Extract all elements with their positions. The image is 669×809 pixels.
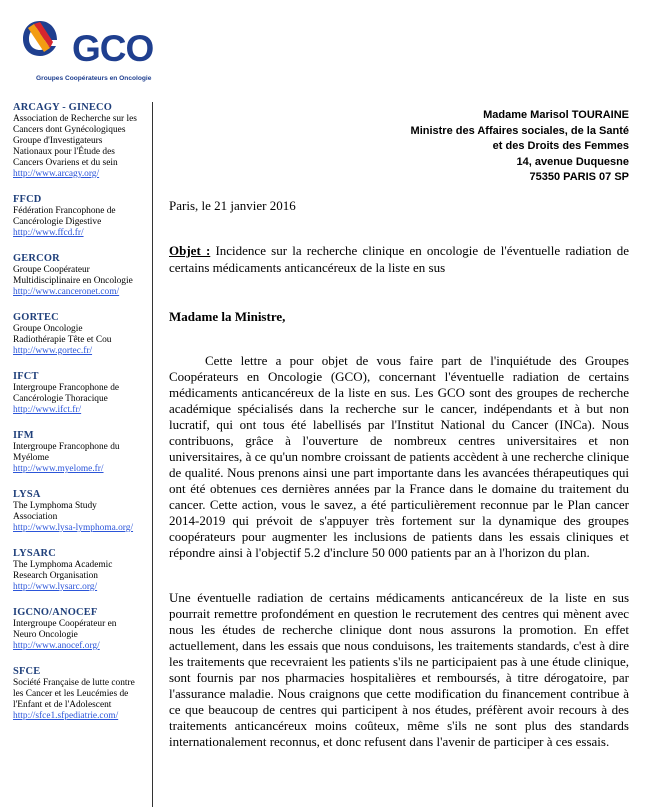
group-ffcd (13, 194, 137, 239)
group-gercor (13, 253, 137, 298)
group-description: Association de Recherche sur les Cancers dont Gynécologiques Groupe d'Investigateurs Nationaux pour l'Étude des Cancers Ovariens et du sein (13, 114, 137, 168)
letter-date: Paris, le 21 janvier 2016 (169, 198, 296, 213)
group-lysa (13, 489, 137, 534)
sidebar-groups (13, 102, 137, 807)
group-gortec (13, 312, 137, 357)
letter-paragraph-1: Cette lettre a pour objet de vous faire part de l'inquiétude des Groupes Coopérateurs en Oncologie (GCO), concernant l'éventuelle radiation de certains médicaments anticancéreux de la liste en sus. Les GCO sont des groupes de recherche académique spécialisés dans la recherche sur le cancer, indépendants et à but non lucratif, qui ont tous été labellisés par l'Institut National du Cancer (INCa). Nous contribuons, grâce à l'ouverture de nombreux centres universitaires et non universitaires, à ce qu'un nombre croissant de patients accèdent à une recherche clinique de qualité. Nous prenons ainsi une part importante dans les avancées thérapeutiques qui ont été obtenues ces dernières années par la France dans le domaine du traitement du cancer. Cette action, vous le savez, a été particulièrement reconnue par le Plan cancer 2014-2019 qui prévoit de s'appuyer très fortement sur la dynamique des groupes coopérateurs pour augmenter les inclusions de patients dans les essais cliniques et répondre ainsi à l'objectif 5.2 d'inclure 50 000 patients par an à l'horizon du plan. (169, 353, 629, 560)
group-title: SFCE (13, 666, 41, 677)
group-link[interactable]: http://www.arcagy.org/ (13, 169, 100, 179)
group-title: IFCT (13, 371, 39, 382)
group-description: The Lymphoma Academic Research Organisation (13, 560, 113, 581)
group-title: LYSA (13, 489, 41, 500)
recipient-name: Madame Marisol TOURAINE (483, 109, 629, 121)
gco-logo (18, 14, 154, 82)
group-title: FFCD (13, 194, 42, 205)
recipient-street: 14, avenue Duquesne (516, 155, 629, 168)
sidebar-divider (152, 102, 153, 807)
recipient-title-1: Ministre des Affaires sociales, de la Santé (410, 124, 629, 137)
recipient-title-2: et des Droits des Femmes (492, 140, 629, 152)
gco-emblem-icon (20, 18, 60, 62)
group-arcagy (13, 102, 137, 180)
group-link[interactable]: http://www.canceronet.com/ (13, 287, 120, 297)
recipient-address (411, 108, 629, 186)
letter-subject (169, 242, 629, 276)
group-description: Groupe Coopérateur Multidisciplinaire en Oncologie (13, 265, 133, 286)
group-link[interactable]: http://www.gortec.fr/ (13, 346, 93, 356)
group-title: ARCAGY - GINECO (13, 102, 113, 113)
letter-greeting: Madame la Ministre, (169, 309, 286, 324)
group-ifct (13, 371, 137, 416)
group-description: Intergroupe Francophone du Myélome (13, 442, 120, 463)
subject-label: Objet : (169, 243, 211, 258)
group-title: GORTEC (13, 312, 59, 323)
logo-text: GCO (72, 28, 154, 69)
group-description: Intergroupe Francophone de Cancérologie Thoracique (13, 383, 120, 404)
recipient-city: 75350 PARIS 07 SP (529, 171, 629, 183)
group-link[interactable]: http://sfce1.sfpediatrie.com/ (13, 711, 119, 721)
group-title: GERCOR (13, 253, 60, 264)
group-lysarc (13, 548, 137, 593)
group-description: The Lymphoma Study Association (13, 501, 97, 522)
letter-paragraph-2: Une éventuelle radiation de certains médicaments anticancéreux de la liste en sus pourrait remettre profondément en question le recrutement des centres qui mènent avec nous les études de recherche clinique dont nous assurons la promotion. En effet actuellement, dans les essais que nous conduisons, les traitements standards, c'est à dire les traitements que recevraient les patients s'ils ne participaient pas à une étude clinique, sont fournis par nos pharmacies hospitalières et remboursés, à titre dérogatoire, par l'assurance maladie. Nous craignons que cette modification du financement contribue à ce que beaucoup de centres qui participent à nos études, préfèrent avoir recours à des traitements anticancéreux moins coûteux, même s'ils ne sont plus des standards internationalement reconnus, et donc refusent dans l'avenir de participer à ces essais. (169, 590, 629, 749)
subject-text: Incidence sur la recherche clinique en oncologie de l'éventuelle radiation de certains médicaments anticancéreux de la liste en sus (169, 243, 629, 275)
group-link[interactable]: http://www.myelome.fr/ (13, 464, 104, 474)
group-link[interactable]: http://www.ifct.fr/ (13, 405, 82, 415)
group-link[interactable]: http://www.ffcd.fr/ (13, 228, 84, 238)
group-link[interactable]: http://www.lysarc.org/ (13, 582, 98, 592)
group-description: Société Française de lutte contre les Cancer et les Leucémies de l'Enfant et de l'Adolescent (13, 678, 135, 710)
group-link[interactable]: http://www.anocef.org/ (13, 641, 100, 651)
group-title: LYSARC (13, 548, 56, 559)
group-link[interactable]: http://www.lysa-lymphoma.org/ (13, 523, 134, 533)
group-ifm (13, 430, 137, 475)
group-sfce (13, 666, 137, 722)
group-description: Intergroupe Coopérateur en Neuro Oncologie (13, 619, 117, 640)
group-description: Fédération Francophone de Cancérologie Digestive (13, 206, 116, 227)
group-title: IGCNO/ANOCEF (13, 607, 98, 618)
group-title: IFM (13, 430, 34, 441)
group-igcno (13, 607, 137, 652)
logo-subtitle: Groupes Coopérateurs en Oncologie (36, 75, 152, 82)
group-description: Groupe Oncologie Radiothérapie Tête et Cou (13, 324, 112, 345)
